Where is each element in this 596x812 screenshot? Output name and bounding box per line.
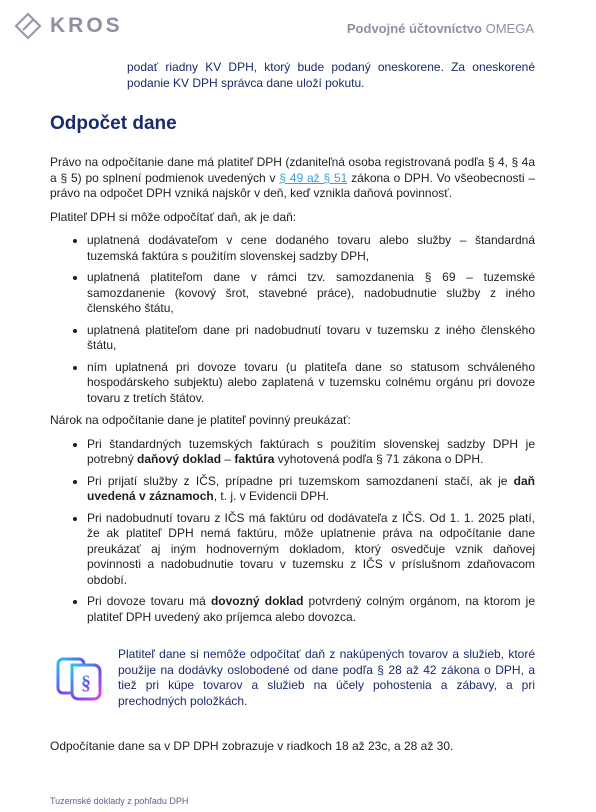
intro-note: podať riadny KV DPH, ktorý bude podaný oneskorene. Za oneskorené podanie KV DPH správca dane uloží pokutu. [127,60,535,90]
proof-list [50,437,535,626]
list-item [87,437,535,468]
text-segment: Pri prijatí služby z IČS, prípadne pri tuzemskom samozdanení stačí, ak je [87,473,514,488]
logo-text: KROS [50,14,123,37]
callout-text: Platiteľ dane si nemôže odpočítať daň z nakúpených tovarov a služieb, ktoré použije na dodávky oslobodené od dane podľa § 28 až 42 zákona o DPH, a tiež pri kúpe tovarov a služieb na účely pohostenia a zábavy, a pri prechodných položkách. [118,647,535,708]
list-item: • uplatnená platiteľom dane pri nadobudnutí tovaru v tuzemsku z iného členského štátu, [87,323,535,354]
list-item: • Pri nadobudnutí tovaru z IČS má faktúru od dodávateľa z IČS. Od 1. 1. 2025 platí, že ak platiteľ DPH nemá faktúru, môže uplatnenie práva na odpočítanie dane preukázať aj iným hodnoverným dokladom, ktorý osvedčuje vznik daňovej povinnosti a nadobudnutie tovaru v tuzemsku z IČS v príslušnom zdaňovacom období. [87,511,535,589]
kros-logo [14,12,123,40]
page-header [0,0,596,50]
paragraph-proof-intro: Nárok na odpočítanie dane je platiteľ povinný preukázať: [50,413,351,427]
text-segment: Pri dovoze tovaru má [87,594,211,608]
paragraph-conditions-intro: Platiteľ DPH si môže odpočítať daň, ak je daň: [50,209,297,224]
list-item [87,474,535,505]
paragraph-tax-return-rows: Odpočítanie dane sa v DP DPH zobrazuje v riadkoch 18 až 23c, a 28 až 30. [50,739,454,753]
para1-after-link: zákona o DPH. Vo všeobecnosti – právo na odpočet DPH vzniká najskôr v deň, keď vznikla daňová povinnosť. [50,170,535,200]
law-paragraph-documents-icon [50,655,106,701]
law-reference-link[interactable]: § 49 až § 51 [279,170,348,185]
section-title: Odpočet dane [50,113,177,134]
kros-logo-icon [14,12,42,40]
para1-before-link: Právo na odpočítanie dane má platiteľ DPH (zdaniteľná osoba registrovaná podľa § 4, § 4a a § 5) po splnení podmienok uvedených v [50,155,535,185]
text-segment: potvrdený colným orgánom, na ktorom je platiteľ DPH uvedený ako príjemca alebo dovozca. [87,594,535,624]
list-item: • ním uplatnená pri dovoze tovaru (u platiteľa dane so statusom schváleného hospodárskeho subjektu) alebo zaplatená v tuzemsku colnému orgánu pri dovoze tovaru z tretích štátov. [87,360,535,407]
bold-segment: daň uvedená v záznamoch [87,473,535,503]
list-item: • uplatnená dodávateľom v cene dodaného tovaru alebo služby – štandardná tuzemská faktúra s použitím slovenskej sadzby DPH, [87,233,535,264]
bold-segment: daňový doklad [137,452,222,466]
list-item: • uplatnená platiteľom dane v rámci tzv. samozdanenia § 69 – tuzemské samozdanenie (kovový šrot, stavebné práce), nadobudnutie služby z iného členského štátu, [87,270,535,317]
page-footer: Tuzemské doklady z pohľadu DPH [50,796,189,806]
deduction-conditions-list [50,233,535,406]
text-segment: Pri štandardných tuzemských faktúrach s použitím slovenskej sadzby DPH je potrebný [87,436,535,466]
page-content [50,60,535,763]
svg-text:§: § [81,672,91,694]
paragraph-right-to-deduct [50,155,535,202]
header-title-bold: Podvojné účtovníctvo [346,21,482,36]
text-segment: , t. j. v Evidencii DPH. [213,489,330,503]
bold-segment: dovozný doklad [210,594,304,608]
header-title [347,21,534,36]
header-title-rest: OMEGA [485,21,534,36]
list-item [87,594,535,625]
info-callout [50,647,535,709]
text-segment: vyhotovená podľa § 71 zákona o DPH. [274,452,484,466]
text-segment: – [221,452,235,466]
bold-segment: faktúra [234,452,275,466]
